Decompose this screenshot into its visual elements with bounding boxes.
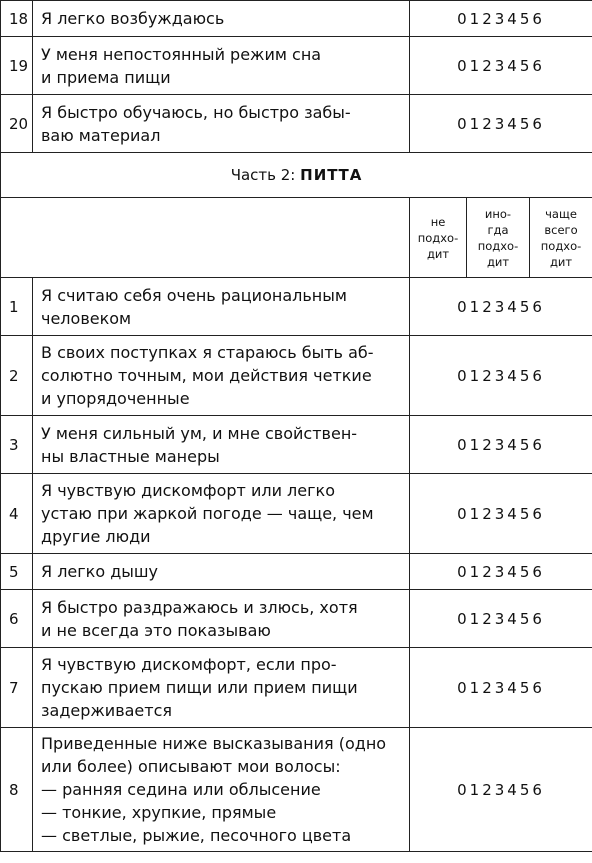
question-row bbox=[1, 278, 592, 336]
question-row bbox=[1, 648, 592, 728]
header-blank-cell bbox=[1, 198, 410, 278]
question-text bbox=[33, 648, 410, 728]
question-text-line: Я легко дышу bbox=[41, 562, 159, 581]
header-line: дит bbox=[426, 246, 450, 261]
question-text-line: солютно точным, мои действия четкие bbox=[41, 366, 372, 385]
rating-scale[interactable]: 0123456 bbox=[410, 554, 592, 590]
header-line: не bbox=[430, 214, 446, 229]
header-sometimes-suitable bbox=[467, 198, 530, 278]
rating-scale[interactable]: 0123456 bbox=[410, 1, 592, 37]
question-text-line: устаю при жаркой погоде — чаще, чем bbox=[41, 504, 374, 523]
question-text-line: Я считаю себя очень рациональным bbox=[41, 285, 347, 305]
question-row bbox=[1, 95, 592, 153]
question-text-line: задерживается bbox=[41, 701, 173, 720]
question-text-line: — ранняя седина или облысение bbox=[41, 780, 321, 799]
question-number: 18 bbox=[1, 1, 33, 37]
question-row bbox=[1, 590, 592, 648]
question-row bbox=[1, 416, 592, 474]
question-text bbox=[33, 95, 410, 153]
question-text bbox=[33, 37, 410, 95]
question-row bbox=[1, 37, 592, 95]
question-number: 4 bbox=[1, 474, 33, 554]
header-line: всего bbox=[544, 222, 578, 237]
question-text-line: другие люди bbox=[41, 527, 151, 546]
rating-scale[interactable]: 0123456 bbox=[410, 648, 592, 728]
rating-scale[interactable]: 0123456 bbox=[410, 728, 592, 852]
question-row bbox=[1, 1, 592, 37]
question-text-line: Я легко возбуждаюсь bbox=[41, 9, 225, 28]
header-line: подхо- bbox=[540, 238, 582, 253]
rating-scale[interactable]: 0123456 bbox=[410, 278, 592, 336]
question-text-line: и упорядоченные bbox=[41, 389, 190, 408]
header-line: подхо- bbox=[477, 238, 519, 253]
section-name: ПИТТА bbox=[300, 166, 363, 184]
rating-scale[interactable]: 0123456 bbox=[410, 590, 592, 648]
question-number: 7 bbox=[1, 648, 33, 728]
question-number: 1 bbox=[1, 278, 33, 336]
question-text bbox=[33, 474, 410, 554]
question-row bbox=[1, 728, 592, 852]
rating-scale[interactable]: 0123456 bbox=[410, 474, 592, 554]
header-line: ино- bbox=[484, 206, 512, 221]
question-text bbox=[33, 1, 410, 37]
question-number: 5 bbox=[1, 554, 33, 590]
question-text-line: Я чувствую дискомфорт или легко bbox=[41, 481, 335, 500]
rating-scale[interactable]: 0123456 bbox=[410, 37, 592, 95]
section-row bbox=[1, 153, 592, 198]
header-line: подхо- bbox=[417, 230, 459, 245]
question-row bbox=[1, 474, 592, 554]
question-text-line: Я чувствую дискомфорт, если про- bbox=[41, 655, 337, 674]
question-text-line: и не всегда это показываю bbox=[41, 620, 271, 640]
question-text-line: В своих поступках я стараюсь быть аб- bbox=[41, 343, 374, 362]
question-number: 8 bbox=[1, 728, 33, 852]
question-text-line: — тонкие, хрупкие, прямые bbox=[41, 803, 277, 822]
question-number: 20 bbox=[1, 95, 33, 153]
header-mostly-suitable bbox=[530, 198, 592, 278]
header-row bbox=[1, 198, 592, 278]
header-line: гда bbox=[487, 222, 509, 237]
question-text bbox=[33, 336, 410, 416]
question-text-line: человеком bbox=[41, 308, 132, 328]
header-line: чаще bbox=[545, 206, 577, 221]
rating-scale[interactable]: 0123456 bbox=[410, 416, 592, 474]
header-line: дит bbox=[486, 254, 510, 269]
rating-scale[interactable]: 0123456 bbox=[410, 336, 592, 416]
question-text bbox=[33, 728, 410, 852]
question-text bbox=[33, 554, 410, 590]
section-title bbox=[1, 153, 592, 198]
question-row bbox=[1, 336, 592, 416]
question-text bbox=[33, 278, 410, 336]
question-text bbox=[33, 590, 410, 648]
question-text-line: ны властные манеры bbox=[41, 446, 220, 466]
question-number: 6 bbox=[1, 590, 33, 648]
header-line: дит bbox=[549, 254, 573, 269]
question-text-line: Я быстро обучаюсь, но быстро забы- bbox=[41, 102, 351, 122]
section-prefix: Часть 2: bbox=[230, 166, 296, 184]
question-number: 3 bbox=[1, 416, 33, 474]
question-number: 19 bbox=[1, 37, 33, 95]
question-text-line: — светлые, рыжие, песочного цвета bbox=[41, 826, 352, 845]
question-text-line: Я быстро раздражаюсь и злюсь, хотя bbox=[41, 597, 358, 617]
question-text-line: У меня сильный ум, и мне свойствен- bbox=[41, 423, 358, 443]
question-text-line: Приведенные ниже высказывания (одно bbox=[41, 734, 387, 753]
question-row bbox=[1, 554, 592, 590]
question-text-line: и приема пищи bbox=[41, 67, 171, 87]
question-text bbox=[33, 416, 410, 474]
header-not-suitable bbox=[410, 198, 467, 278]
question-text-line: или более) описывают мои волосы: bbox=[41, 757, 341, 776]
question-text-line: ваю материал bbox=[41, 125, 161, 145]
rating-scale[interactable]: 0123456 bbox=[410, 95, 592, 153]
question-number: 2 bbox=[1, 336, 33, 416]
question-text-line: пускаю прием пищи или прием пищи bbox=[41, 678, 358, 697]
question-text-line: У меня непостоянный режим сна bbox=[41, 44, 322, 64]
